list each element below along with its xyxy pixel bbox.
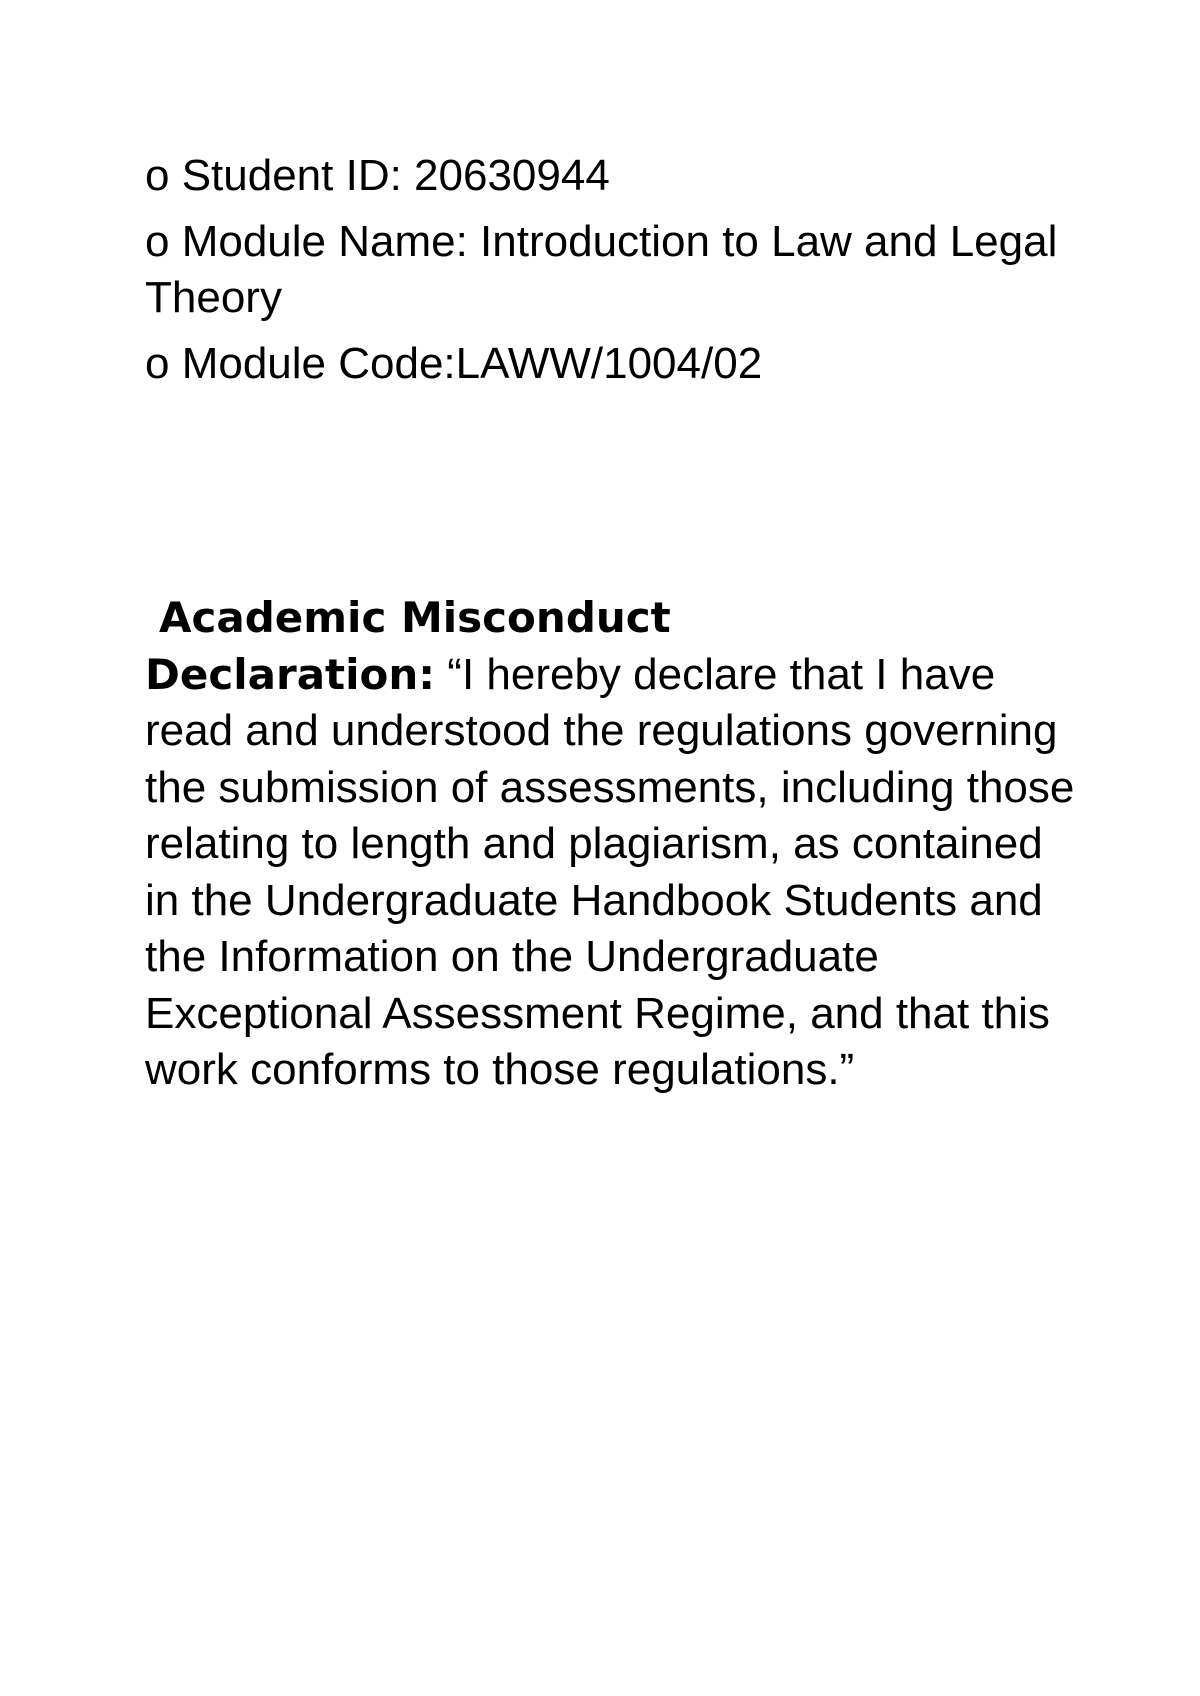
module-code-line: o Module Code:LAWW/1004/02	[145, 339, 763, 388]
declaration-heading-line1: Academic Misconduct	[159, 593, 671, 642]
module-name-line: o Module Name: Introduction to Law and Legal Theory	[145, 217, 1058, 322]
student-details-list	[145, 148, 1075, 402]
academic-misconduct-declaration	[145, 590, 1075, 1099]
declaration-heading-line2: Declaration:	[145, 649, 436, 699]
declaration-body: “I hereby declare that I have read and understood the regulations governing the submission of assessments, including those relating to length and plagiarism, as contained in the Undergraduate Handbook Students and the Information on the Undergraduate Exceptional Assessment Regime, and that this work conforms to those regulations.”	[145, 649, 1075, 1094]
student-id-line: o Student ID: 20630944	[145, 151, 610, 200]
